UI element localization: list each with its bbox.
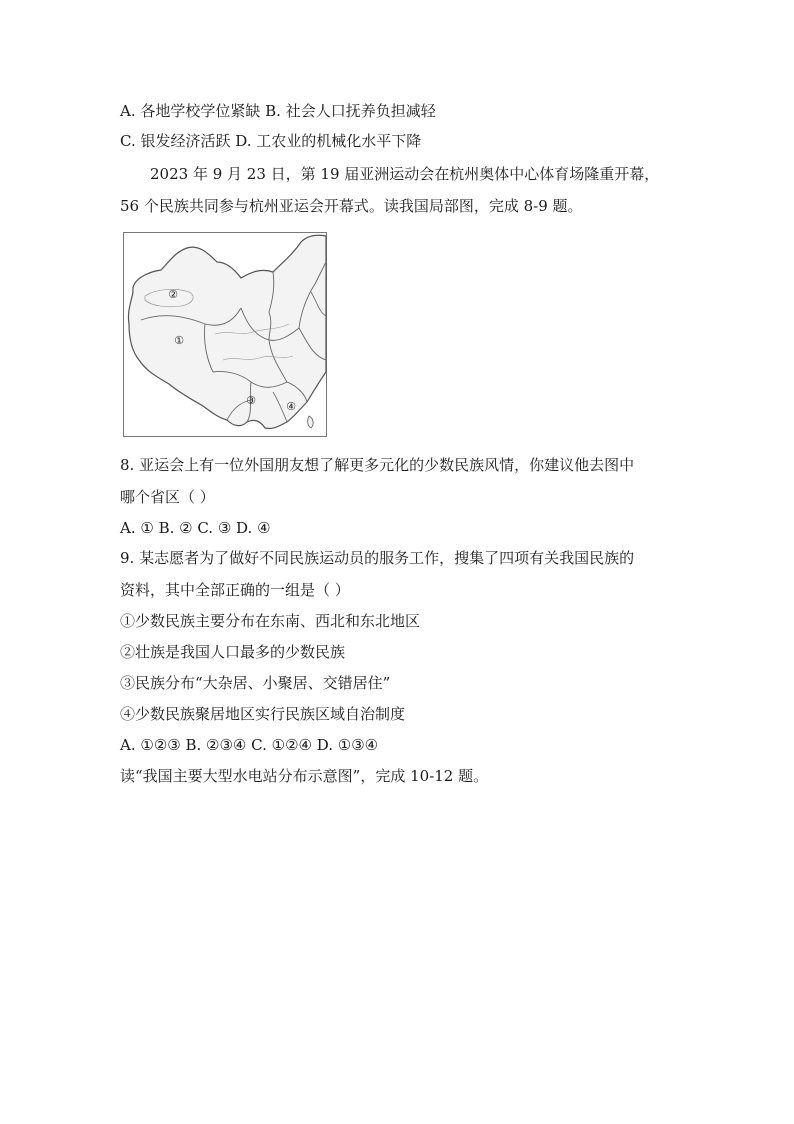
- map-label-2: ②: [168, 288, 178, 301]
- statement-3: ③民族分布“大杂居、小聚居、交错居住”: [120, 674, 391, 692]
- statement-4: ④少数民族聚居地区实行民族区域自治制度: [120, 705, 406, 723]
- statement-1: ①少数民族主要分布在东南、西北和东北地区: [120, 612, 421, 630]
- china-partial-map: [123, 232, 327, 437]
- question-9-line-2: 资料，其中全部正确的一组是（ ）: [120, 581, 350, 599]
- map-label-3: ③: [246, 394, 256, 407]
- map-label-4: ④: [286, 400, 296, 413]
- passage-line-1: 2023 年 9 月 23 日，第 19 届亚洲运动会在杭州奥体中心体育场隆重开幕，: [150, 165, 660, 183]
- question-8-options: A. ① B. ② C. ③ D. ④: [120, 519, 271, 537]
- question-8-line-2: 哪个省区（ ）: [120, 488, 215, 506]
- next-question-intro: 读“我国主要大型水电站分布示意图”，完成 10-12 题。: [120, 767, 489, 785]
- map-label-1: ①: [174, 334, 184, 347]
- question-9-options: A. ①②③ B. ②③④ C. ①②④ D. ①③④: [120, 736, 379, 754]
- question-8-line-1: 8. 亚运会上有一位外国朋友想了解更多元化的少数民族风情，你建议他去图中: [120, 456, 635, 474]
- passage-line-2: 56 个民族共同参与杭州亚运会开幕式。读我国局部图，完成 8-9 题。: [120, 197, 583, 215]
- statement-2: ②壮族是我国人口最多的少数民族: [120, 643, 346, 661]
- option-line-ab: A. 各地学校学位紧缺 B. 社会人口抚养负担减轻: [120, 102, 436, 120]
- option-line-cd: C. 银发经济活跃 D. 工农业的机械化水平下降: [120, 132, 422, 150]
- question-9-line-1: 9. 某志愿者为了做好不同民族运动员的服务工作，搜集了四项有关我国民族的: [120, 549, 635, 567]
